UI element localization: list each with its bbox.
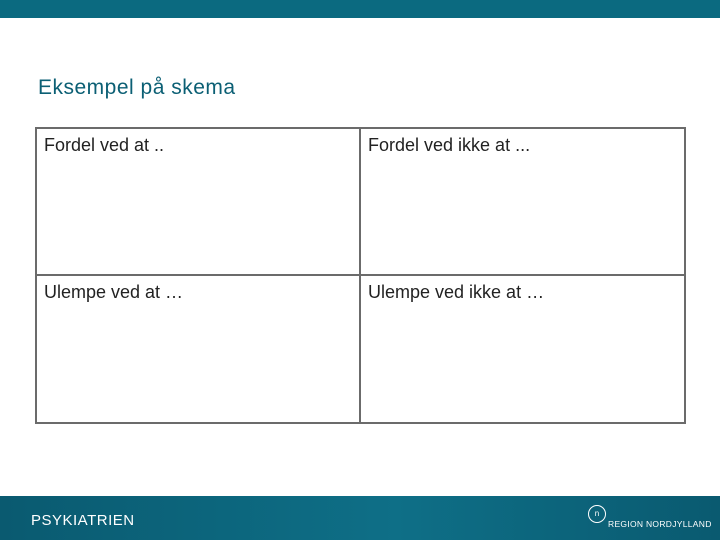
grid-cell-cons-dont: Ulempe ved ikke at … [368, 282, 545, 302]
footer-bar [0, 496, 720, 540]
grid-cell-cons-do: Ulempe ved at … [37, 276, 361, 422]
pros-cons-grid [35, 127, 686, 424]
grid-cell-pros-do: Fordel ved at .. [37, 129, 361, 276]
region-logo-icon: n [588, 505, 606, 523]
top-bar [0, 0, 720, 18]
region-name-label: REGION NORDJYLLAND [608, 519, 712, 529]
footer-psykiatrien-label: PSYKIATRIEN [31, 512, 135, 529]
region-logo [588, 503, 712, 533]
grid-cell-pros-dont: Fordel ved ikke at ... [361, 129, 684, 276]
slide-title: Eksempel på skema [38, 76, 236, 99]
